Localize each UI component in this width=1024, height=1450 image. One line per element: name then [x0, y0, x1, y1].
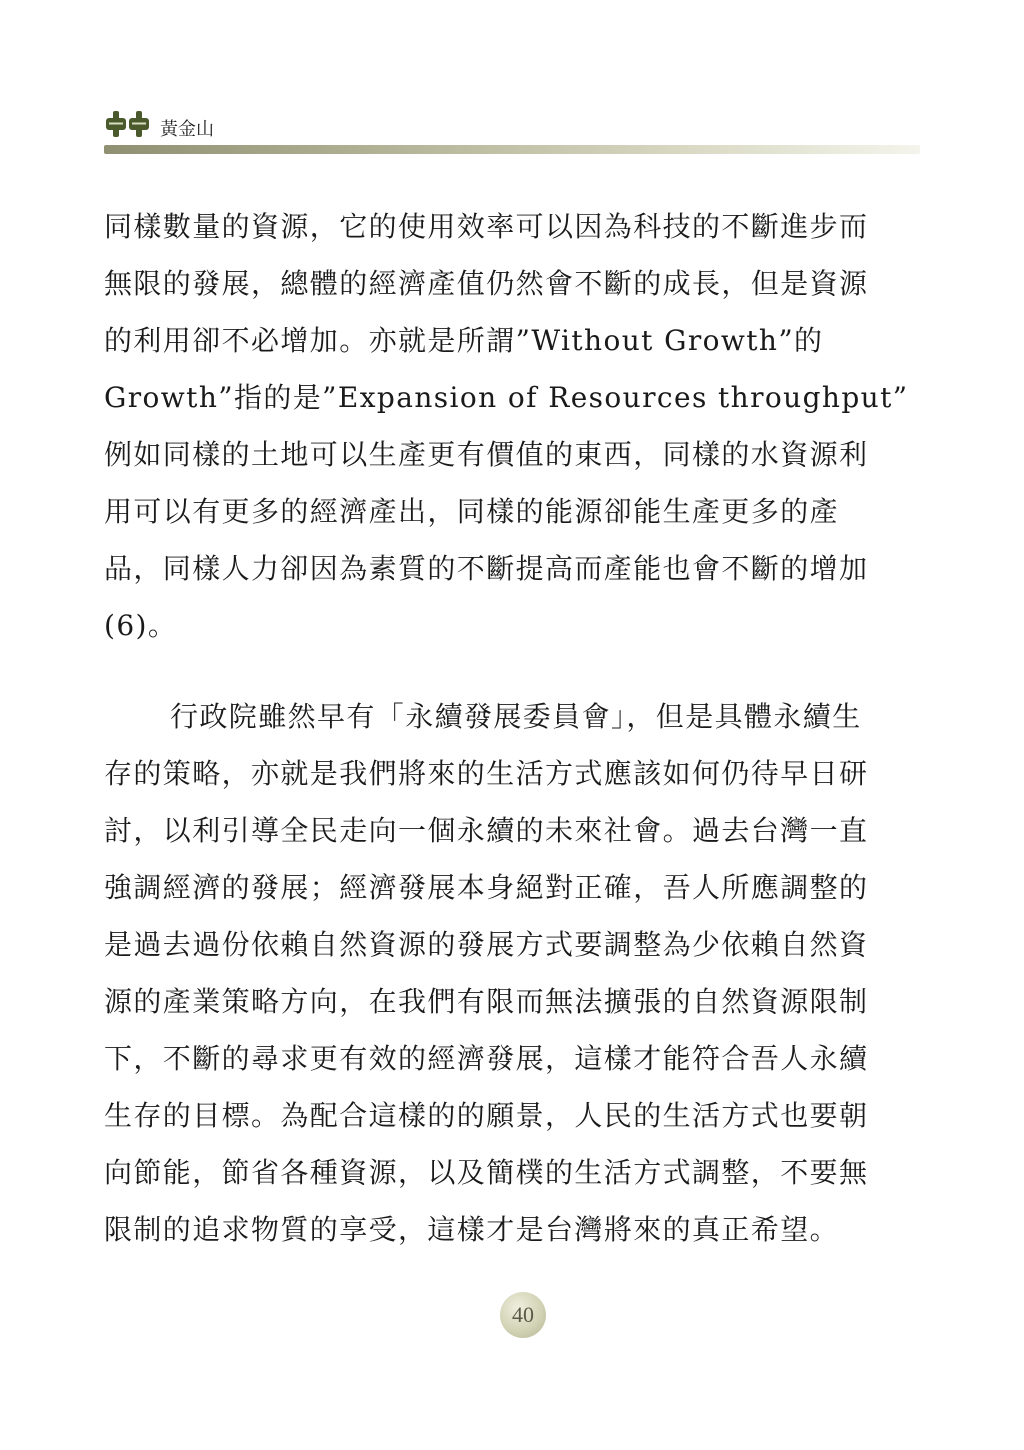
paragraph-2 [104, 688, 920, 1258]
text-line: (6)。 [104, 609, 178, 642]
text-line: 的利用卻不必增加。亦就是所謂”Without Growth”的 [104, 324, 824, 357]
text-line: 行政院雖然早有「永續發展委員會」，但是具體永續生 [170, 700, 862, 733]
text-line: 例如同樣的土地可以生產更有價值的東西，同樣的水資源利 [104, 438, 869, 471]
text-line: 存的策略，亦就是我們將來的生活方式應該如何仍待早日研 [104, 757, 869, 790]
text-line: 向節能，節省各種資源，以及簡樸的生活方式調整，不要無 [104, 1156, 869, 1189]
body-text [104, 198, 920, 1258]
text-line: 用可以有更多的經濟產出，同樣的能源卻能生產更多的產 [104, 495, 840, 528]
text-line: 是過去過份依賴自然資源的發展方式要調整為少依賴自然資 [104, 928, 869, 961]
page-number: 40 [500, 1292, 546, 1338]
header-divider [104, 145, 920, 154]
running-header [104, 104, 214, 144]
text-line: 源的產業策略方向，在我們有限而無法擴張的自然資源限制 [104, 985, 869, 1018]
text-line: 限制的追求物質的享受，這樣才是台灣將來的真正希望。 [104, 1213, 840, 1246]
text-line: Growth”指的是”Expansion of Resources throughput” [104, 381, 909, 414]
text-line: 品，同樣人力卻因為素質的不斷提高而產能也會不斷的增加 [104, 552, 869, 585]
text-line: 下，不斷的尋求更有效的經濟發展，這樣才能符合吾人永續 [104, 1042, 869, 1075]
text-line: 同樣數量的資源，它的使用效率可以因為科技的不斷進步而 [104, 210, 869, 243]
paragraph-1 [104, 198, 920, 654]
text-line: 無限的發展，總體的經濟產值仍然會不斷的成長，但是資源 [104, 267, 869, 300]
text-line: 生存的目標。為配合這樣的的願景，人民的生活方式也要朝 [104, 1099, 869, 1132]
text-line: 強調經濟的發展；經濟發展本身絕對正確，吾人所應調整的 [104, 871, 869, 904]
text-line: 討，以利引導全民走向一個永續的未來社會。過去台灣一直 [104, 814, 869, 847]
author-name: 黃金山 [160, 119, 214, 140]
logo-icon [104, 109, 158, 139]
paragraph-gap [104, 654, 920, 688]
